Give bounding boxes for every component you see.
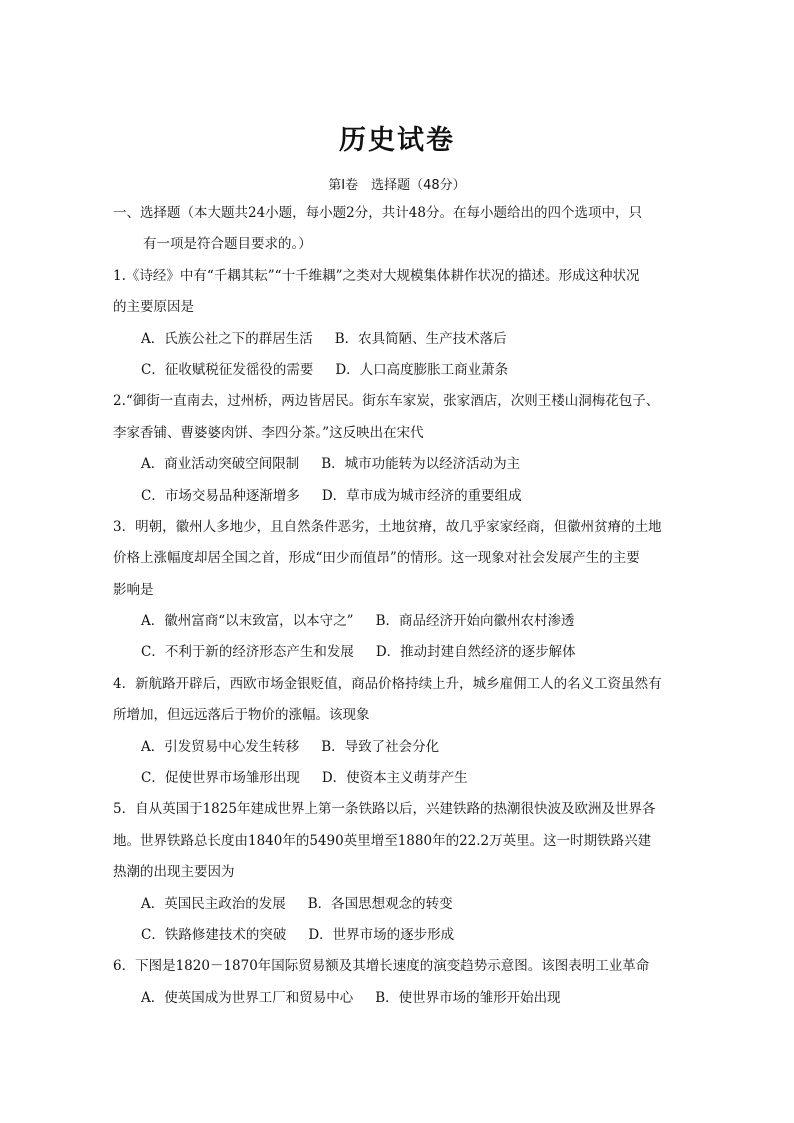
answer-option: C．促使世界市场雏形出现 xyxy=(141,770,300,787)
answer-option: D．人口高度膨胀工商业萧条 xyxy=(335,361,509,378)
answer-option: A．使英国成为世界工厂和贸易中心 xyxy=(141,989,354,1006)
answer-option: D．推动封建自然经济的逐步解体 xyxy=(375,644,576,661)
question-stem-line: 4．新航路开辟后，西欧市场金银贬值，商品价格持续上升，城乡雇佣工人的名义工资虽然有 xyxy=(113,675,662,692)
answer-option: C．不利于新的经济形态产生和发展 xyxy=(141,644,354,661)
option-row xyxy=(113,449,683,480)
question-stem-line: 影响是 xyxy=(113,581,154,598)
answer-option: A．徽州富商“以末致富，以本守之” xyxy=(141,613,354,630)
answer-option: B．使世界市场的雏形开始出现 xyxy=(375,989,561,1006)
instructions-line-1 xyxy=(113,198,683,229)
question-stem-line: 2.“御街一直南去，过州桥，两边皆居民。街东车家炭，张家酒店，次则王楼山洞梅花包子、 xyxy=(113,393,660,410)
question-stem-line: 6．下图是1820－1870年国际贸易额及其增长速度的演变趋势示意图。该图表明工业革命 xyxy=(113,958,650,975)
question-stem-line: 李家香铺、曹婆婆肉饼、李四分茶。”这反映出在宋代 xyxy=(113,424,424,441)
answer-option: D．使资本主义萌芽产生 xyxy=(321,770,468,787)
answer-option: B．各国思想观念的转变 xyxy=(307,895,453,912)
question-2 xyxy=(113,386,683,512)
option-row xyxy=(113,481,683,512)
answer-option: B．商品经济开始向徽州农村渗透 xyxy=(375,613,575,630)
exam-content xyxy=(113,198,683,1014)
answer-option: A．氏族公社之下的群居生活 xyxy=(141,330,313,347)
question-stem-line: 1.《诗经》中有“千耦其耘”“十千维耦”之类对大规模集体耕作状况的描述。形成这种状况 xyxy=(113,267,640,284)
answer-option: A．商业活动突破空间限制 xyxy=(141,456,300,473)
answer-option: A．引发贸易中心发生转移 xyxy=(141,738,300,755)
question-stem-line: 地。世界铁路总长度由1840年的5490英里增至1880年的22.2万英里。这一时期铁路兴建 xyxy=(113,832,652,849)
option-row xyxy=(113,355,683,386)
question-list xyxy=(113,261,683,1014)
option-row xyxy=(113,606,683,637)
question-stem-line: 热潮的出现主要因为 xyxy=(113,864,235,881)
instructions-line-2: 有一项是符合题目要求的。） xyxy=(143,236,312,253)
question-stem-line: 价格上涨幅度却居全国之首，形成“田少而值昂”的情形。这一现象对社会发展产生的主要 xyxy=(113,550,640,567)
answer-option: B．农具简陋、生产技术落后 xyxy=(334,330,507,347)
answer-option: B．城市功能转为以经济活动为主 xyxy=(321,456,521,473)
option-row xyxy=(113,889,683,920)
option-row xyxy=(113,983,683,1014)
question-stem-line: 3．明朝，徽州人多地少，且自然条件恶劣，土地贫瘠，故几乎家家经商，但徽州贫瘠的土地 xyxy=(113,518,662,535)
answer-option: C．市场交易品种逐渐增多 xyxy=(141,487,300,504)
option-row xyxy=(113,763,683,794)
instructions-text: 一、选择题（本大题共24小题，每小题2分，共计48分。在每小题给出的四个选项中，只 xyxy=(113,205,642,221)
question-stem-line: 的主要原因是 xyxy=(113,299,194,316)
answer-option: B．导致了社会分化 xyxy=(321,738,440,755)
answer-option: C．征收赋税征发徭役的需要 xyxy=(141,361,314,378)
question-stem-line: 所增加，但远远落后于物价的涨幅。该现象 xyxy=(113,707,370,724)
question-4 xyxy=(113,669,683,795)
option-row xyxy=(113,920,683,951)
page-title: 历史试卷 xyxy=(339,125,455,156)
question-1 xyxy=(113,261,683,387)
section-heading: 第Ⅰ卷 选择题（48分） xyxy=(328,178,466,193)
answer-option: D．世界市场的逐步形成 xyxy=(308,926,455,943)
answer-option: C．铁路修建技术的突破 xyxy=(141,926,287,943)
answer-option: A．英国民主政治的发展 xyxy=(141,895,286,912)
question-6 xyxy=(113,951,683,1014)
question-3 xyxy=(113,512,683,669)
option-row xyxy=(113,324,683,355)
option-row xyxy=(113,637,683,668)
question-5 xyxy=(113,794,683,951)
question-stem-line: 5．自从英国于1825年建成世界上第一条铁路以后，兴建铁路的热潮很快波及欧洲及世界各 xyxy=(113,801,656,818)
option-row xyxy=(113,732,683,763)
answer-option: D．草市成为城市经济的重要组成 xyxy=(321,487,522,504)
